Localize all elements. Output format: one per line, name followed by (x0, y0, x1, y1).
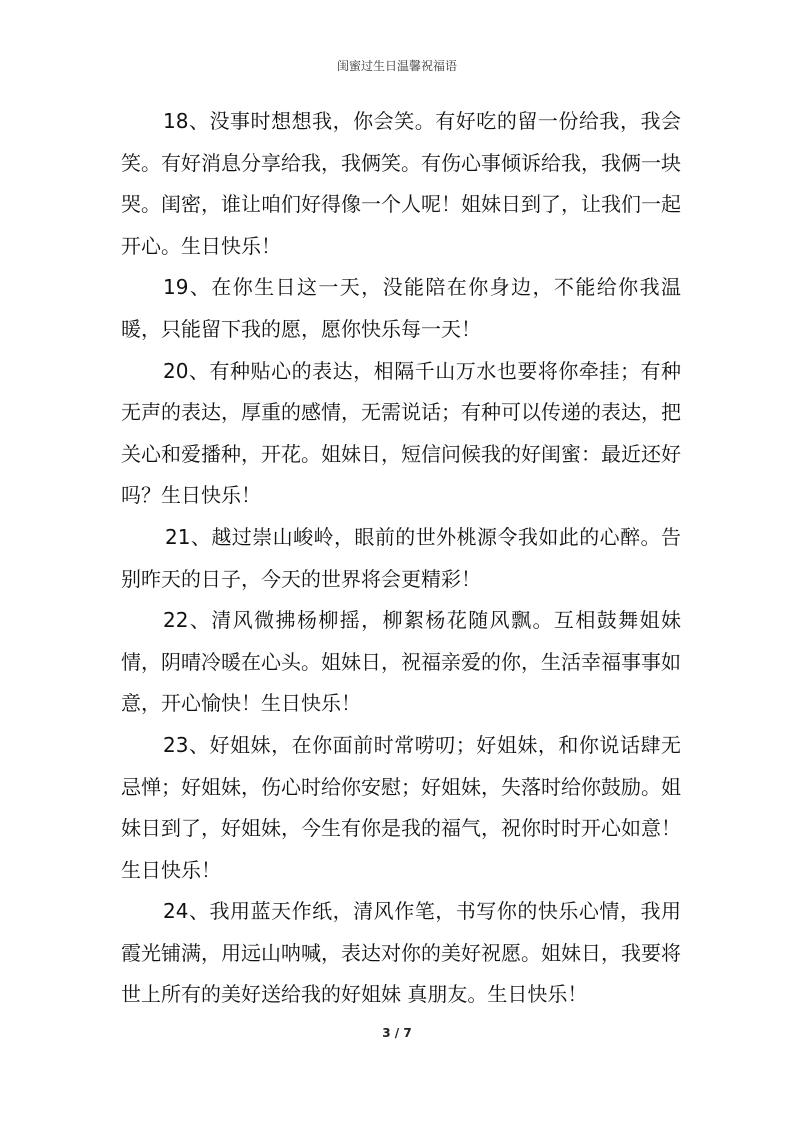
page-header-title: 闺蜜过生日温馨祝福语 (336, 59, 457, 73)
paragraph-22: 22、清风微拂杨柳摇，柳絮杨花随风飘。互相鼓舞姐妹情，阴晴冷暖在心头。姐妹日，祝福亲爱的你，生活幸福事事如意，开心愉快！生日快乐！ (121, 608, 681, 716)
document-body (121, 101, 681, 1016)
paragraph-20: 20、有种贴心的表达，相隔千山万水也要将你牵挂；有种无声的表达，厚重的感情，无需说话；有种可以传递的表达，把关心和爱播种，开花。姐妹日，短信问候我的好闺蜜：最近还好吗？生日快乐！ (121, 358, 681, 508)
paragraph-21: 21、越过崇山峻岭，眼前的世外桃源令我如此的心醉。告别昨天的日子，今天的世界将会更精彩！ (121, 524, 681, 591)
paragraph-19: 19、在你生日这一天，没能陪在你身边，不能给你我温暖，只能留下我的愿，愿你快乐每一天！ (121, 275, 681, 341)
paragraph-23: 23、好姐妹，在你面前时常唠叨；好姐妹，和你说话肆无忌惮；好姐妹，伤心时给你安慰；好姐妹，失落时给你鼓励。姐妹日到了，好姐妹，今生有你是我的福气，祝你时时开心如意！生日快乐！ (121, 732, 681, 882)
page-number: 3 / 7 (382, 1026, 412, 1040)
paragraph-24: 24、我用蓝天作纸，清风作笔，书写你的快乐心情，我用霞光铺满，用远山呐喊，表达对你的美好祝愿。姐妹日，我要将世上所有的美好送给我的好姐妹 真朋友。生日快乐！ (121, 899, 681, 1007)
paragraph-18: 18、没事时想想我，你会笑。有好吃的留一份给我，我会笑。有好消息分享给我，我俩笑。有伤心事倾诉给我，我俩一块哭。闺密，谁让咱们好得像一个人呢！姐妹日到了，让我们一起开心。生日快乐！ (121, 109, 681, 258)
